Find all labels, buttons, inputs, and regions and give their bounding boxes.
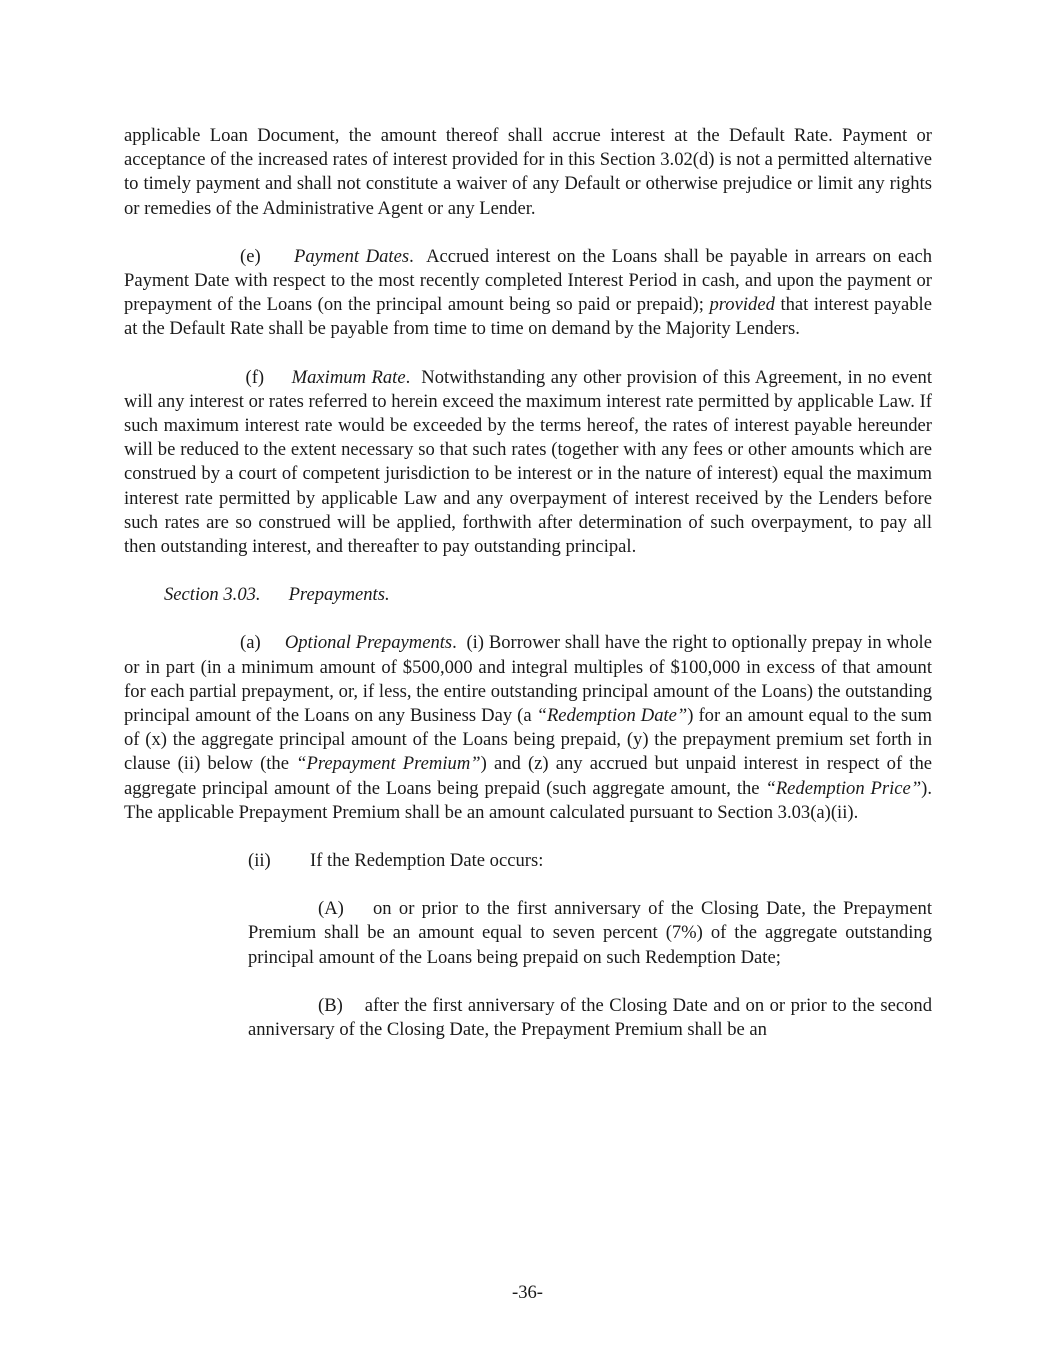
clause-text-ii: If the Redemption Date occurs: [310, 850, 544, 872]
clause-text-a-1: (i) Borrower shall have the right to optionally prepay in whole or in part (in a minimum amount of $500,000 and integral multiples of $100,000 in excess of that amount for each partial prepayment, or, if less, the entire outstanding principal amount of the Loans) the outstanding principal amount of the Loans on any Business Day (a [124, 632, 932, 727]
defined-term-prepayment-premium: “Prepayment Premium” [296, 753, 481, 775]
paragraph-intro: applicable Loan Document, the amount thereof shall accrue interest at the Default Rate. Payment or acceptance of the increased rates of interest provided for in this Section 3.02(d) is not a permitted alternative to timely payment and shall not constitute a waiver of any Default or otherwise prejudice or limit any rights or remedies of the Administrative Agent or any Lender. [124, 125, 932, 219]
paragraph-A [248, 897, 932, 970]
paragraph-ii [248, 849, 932, 873]
clause-title-optional-prepayments: Optional Prepayments [284, 632, 453, 654]
clause-label-e: (e) [240, 245, 261, 267]
paragraph-f: (f) Maximum Rate. Notwithstanding any other provision of this Agreement, in no event will any interest or rates referred to herein exceed the maximum interest rate permitted by applicable Law. If such maximum interest rate would be exceeded by the terms hereof, the rates of interest payable hereunder will be reduced to the extent necessary so that such rates (together with any fees or other amounts which are construed by a court of competent jurisdiction to be interest or in the nature of interest) equal the maximum interest rate permitted by applicable Law and any overpayment of interest received by the Lenders before such rates are so construed will be applied, forthwith after determination of such overpayment, to pay all then outstanding interest, and thereafter to pay outstanding principal. [124, 366, 932, 558]
defined-term-redemption-price: “Redemption Price” [765, 777, 922, 799]
clause-text-e-1: Accrued interest on the Loans shall be payable in arrears on each Payment Date with respect to the most recently completed Interest Period in cash, and upon the payment or prepayment of the Loans (on the principal amount being so paid or prepaid); [124, 245, 933, 316]
clause-label-a: (a) [240, 632, 261, 654]
clause-title-maximum-rate: Maximum Rate [291, 366, 406, 388]
document-page [124, 124, 932, 1042]
paragraph-a: (a) Optional Prepayments. (i) Borrower shall have the right to optionally prepay in whole or in part (in a minimum amount of $500,000 and integral multiples of $100,000 in excess of that amount for each partial prepayment, or, if less, the entire outstanding principal amount of the Loans) the outstanding principal amount of the Loans on any Business Day (a “Redemption Date”) for an amount equal to the sum of (x) the aggregate principal amount of the Loans being prepaid, (y) the prepayment premium set forth in clause (ii) below (the “Prepayment Premium”) and (z) any accrued but unpaid interest in respect of the aggregate principal amount of the Loans being prepaid (such aggregate amount, the “Redemption Price”). The applicable Prepayment Premium shall be an amount calculated pursuant to Section 3.03(a)(ii). [124, 632, 933, 823]
clause-text-e-2: that interest payable at the Default Rate shall be payable from time to time on demand by the Majority Lenders. [124, 294, 932, 340]
page-number: -36- [512, 1282, 543, 1303]
defined-term-redemption-date: “Redemption Date” [536, 705, 688, 727]
clause-text-A: on or prior to the first anniversary of the Closing Date, the Prepayment Premium shall be an amount equal to seven percent (7%) of the aggregate outstanding principal amount of the Loans being prepaid on such Redemption Date; [248, 898, 932, 968]
clause-label-A: (A) [318, 898, 344, 920]
clause-label-B: (B) [318, 994, 343, 1016]
paragraph-B [248, 994, 932, 1042]
clause-text-f: Notwithstanding any other provision of this Agreement, in no event will any interest or rates referred to herein exceed the maximum interest rate permitted by applicable Law. If such maximum interest rate would be exceeded by the terms hereof, the rates of interest payable hereunder will be reduced to the extent necessary so that such rates (together with any fees or other amounts which are construed by a court of competent jurisdiction to be interest or in the nature of interest) equal the maximum interest rate permitted by applicable Law and any overpayment of interest received by the Lenders before such rates are so construed will be applied, forthwith after determination of such overpayment, to pay all then outstanding interest, and thereafter to pay outstanding principal. [124, 366, 932, 558]
clause-text-B: after the first anniversary of the Closing Date and on or prior to the second anniversary of the Closing Date, the Prepayment Premium shall be an [248, 994, 932, 1041]
clause-label-f: (f) [245, 366, 265, 388]
clause-label-ii: (ii) [248, 850, 271, 872]
clause-text-a-2: ) for an amount equal to the sum of (x) the aggregate principal amount of the Loans being prepaid, (y) the prepayment premium set forth in clause (ii) below (the [124, 705, 932, 775]
provided-term: provided [709, 294, 775, 316]
section-number: Section 3.03. [164, 584, 261, 606]
clause-text-a-3: ) and (z) any accrued but unpaid interest in respect of the aggregate principal amount of the Loans being prepaid (such aggregate amount, the [124, 753, 933, 799]
section-heading [124, 583, 932, 607]
section-title: Prepayments. [288, 584, 390, 606]
clause-title-payment-dates: Payment Dates [293, 245, 410, 267]
clause-text-a-4: ). The applicable Prepayment Premium shall be an amount calculated pursuant to Section 3.03(a)(ii). [124, 777, 932, 823]
paragraph-e: (e) Payment Dates. Accrued interest on the Loans shall be payable in arrears on each Payment Date with respect to the most recently completed Interest Period in cash, and upon the payment or prepayment of the Loans (on the principal amount being so paid or prepaid); provided that interest payable at the Default Rate shall be payable from time to time on demand by the Majority Lenders. [124, 245, 933, 340]
